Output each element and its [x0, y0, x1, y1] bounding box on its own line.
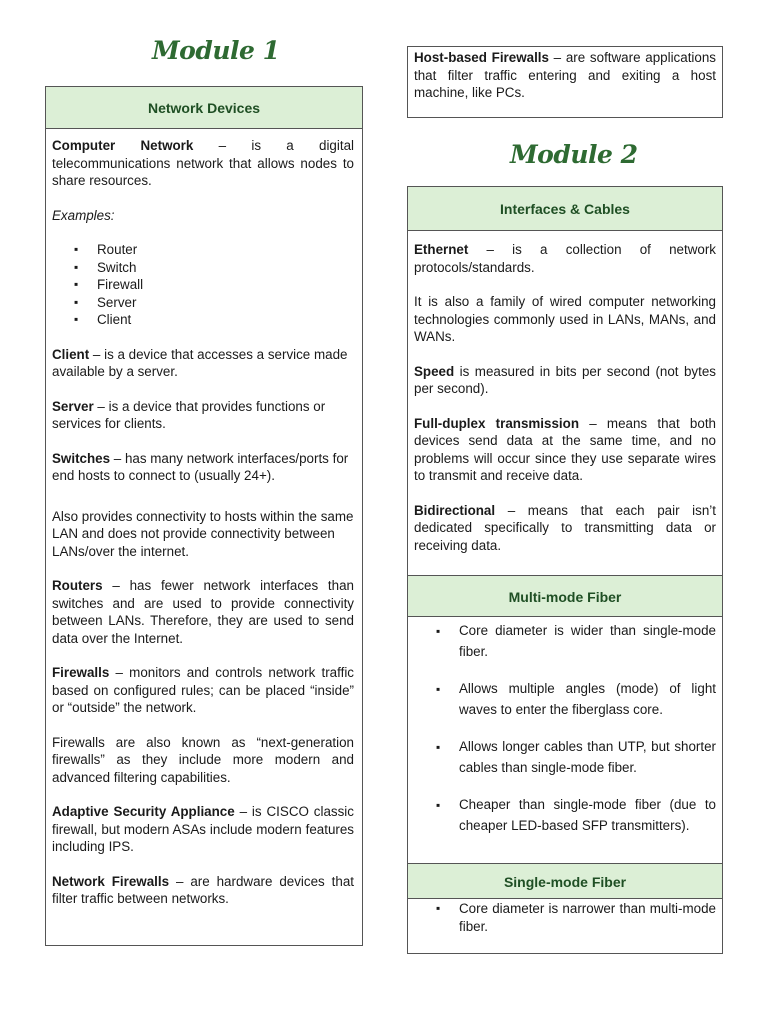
multimode-fiber-list: [408, 617, 722, 863]
switches-definition: Switches – has many network interfaces/ports for end hosts to connect to (usually 24+).: [52, 450, 349, 483]
interfaces-cables-card: [407, 186, 723, 954]
routers-definition: Routers – has fewer network interfaces than switches and are used to provide connectivity between LANs. Therefore, they are used to send data over the Internet.: [52, 578, 354, 646]
ethernet-definition: Ethernet – is a collection of network protocols/standards.: [414, 242, 716, 275]
host-based-firewalls-definition: Host-based Firewalls – are software applications that filter traffic entering and exiting a host machine, like PCs.: [414, 50, 716, 100]
examples-list: [52, 241, 354, 329]
list-item: ▪ Router: [97, 241, 354, 259]
singlemode-fiber-list: [408, 899, 722, 935]
list-item: ▪ Allows longer cables than UTP, but shorter cables than single-mode fiber.: [459, 737, 716, 778]
list-item: ▪ Core diameter is narrower than multi-mode fiber.: [459, 900, 716, 935]
client-definition: Client – is a device that accesses a service made available by a server.: [52, 346, 348, 379]
host-based-firewalls-card: [407, 46, 723, 118]
ethernet-extra: It is also a family of wired computer networking technologies commonly used in LANs, MANs, and WANs.: [414, 294, 716, 344]
bidirectional-definition: Bidirectional – means that each pair isn’t dedicated specifically to transmitting data or receiving data.: [414, 502, 716, 553]
list-item: ▪ Client: [97, 311, 354, 329]
list-item: ▪ Switch: [97, 259, 354, 277]
singlemode-fiber-header: Single-mode Fiber: [408, 863, 722, 899]
list-item: ▪ Server: [97, 294, 354, 312]
multimode-fiber-header: Multi-mode Fiber: [408, 575, 722, 617]
firewalls-definition: Firewalls – monitors and controls network traffic based on configured rules; can be placed “inside” or “outside” the network.: [52, 665, 354, 715]
network-firewalls-definition: Network Firewalls – are hardware devices that filter traffic between networks.: [52, 873, 354, 906]
computer-network-definition: Computer Network – is a digital telecommunications network that allows nodes to share resources.: [52, 138, 354, 188]
examples-label: Examples:: [52, 207, 115, 223]
network-devices-header: Network Devices: [46, 87, 362, 129]
interfaces-cables-header: Interfaces & Cables: [408, 187, 722, 231]
list-item: ▪ Allows multiple angles (mode) of light waves to enter the fiberglass core.: [459, 679, 716, 720]
network-devices-card: [45, 86, 363, 946]
interfaces-cables-body: [408, 231, 722, 575]
module-1-title: Module 1: [152, 36, 280, 65]
list-item: ▪ Core diameter is wider than single-mode fiber.: [459, 621, 716, 662]
network-devices-body: [46, 129, 362, 908]
speed-definition: Speed is measured in bits per second (not bytes per second).: [414, 363, 716, 396]
list-item: ▪ Firewall: [97, 276, 354, 294]
switches-extra: Also provides connectivity to hosts within the same LAN and does not provide connectivity between LANs/over the internet.: [52, 508, 354, 559]
module-2-title: Module 2: [510, 140, 638, 169]
asa-definition: Adaptive Security Appliance – is CISCO classic firewall, but modern ASAs include modern features including IPS.: [52, 804, 354, 854]
server-definition: Server – is a device that provides functions or services for clients.: [52, 398, 326, 431]
full-duplex-definition: Full-duplex transmission – means that both devices send data at the same time, and no problems will occur since they use separate wires to transmit and receive data.: [414, 415, 716, 483]
firewalls-extra: Firewalls are also known as “next-generation firewalls” as they include more modern and advanced filtering capabilities.: [52, 734, 354, 785]
list-item: ▪ Cheaper than single-mode fiber (due to cheaper LED-based SFP transmitters).: [459, 795, 716, 836]
